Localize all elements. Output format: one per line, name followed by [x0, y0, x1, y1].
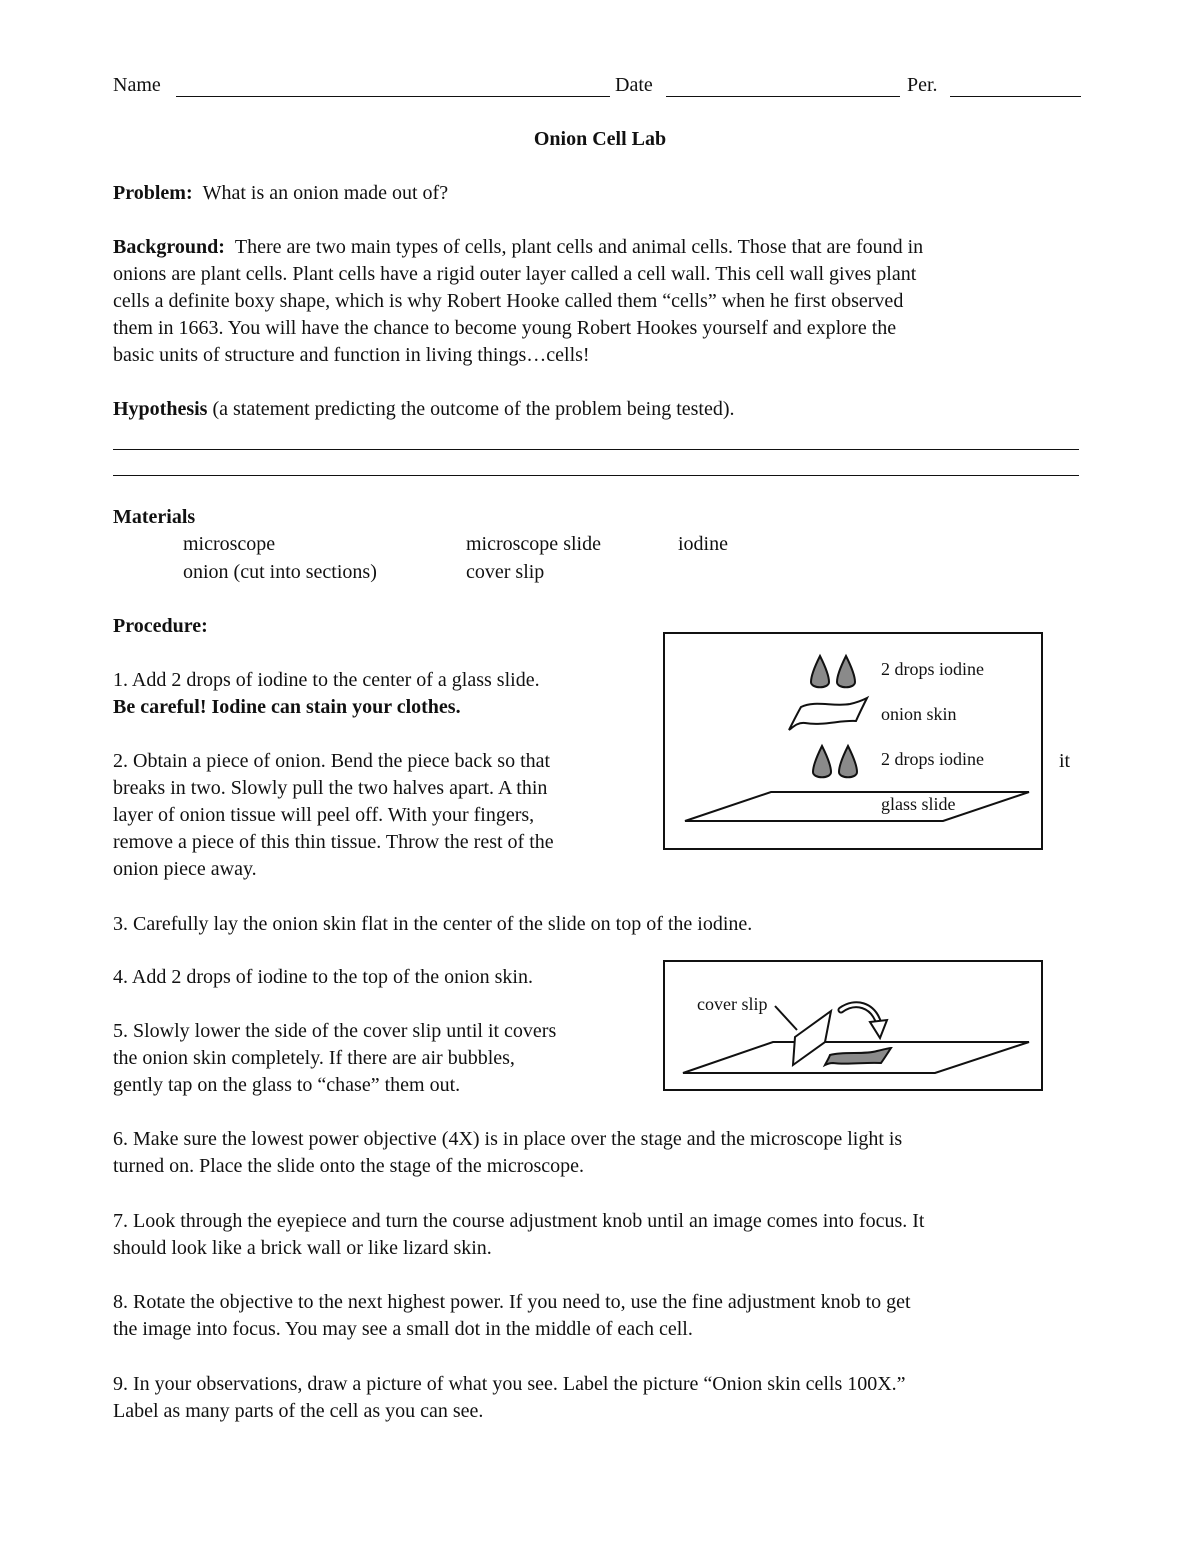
diagram-label-cover-slip: cover slip	[697, 994, 768, 1014]
step-5-line: the onion skin completely. If there are air bubbles,	[113, 1047, 515, 1069]
name-field[interactable]	[176, 96, 610, 97]
hypothesis-answer-line[interactable]	[113, 475, 1079, 476]
hypothesis-label: Hypothesis	[113, 398, 208, 420]
step-5	[113, 1018, 653, 1099]
background-line: onions are plant cells. Plant cells have a rigid outer layer called a cell wall. This cell wall gives plant	[113, 263, 917, 285]
step-5-line: gently tap on the glass to “chase” them out.	[113, 1074, 461, 1096]
step-1-warning: Be careful! Iodine can stain your clothes.	[113, 696, 461, 718]
materials-label: Materials	[113, 506, 196, 528]
problem-text: What is an onion made out of?	[202, 182, 449, 204]
material-item: onion (cut into sections)	[183, 561, 377, 583]
step-2-line: layer of onion tissue will peel off. With your fingers,	[113, 804, 535, 826]
diagram-label-glass-slide: glass slide	[881, 794, 956, 814]
onion-skin-icon	[789, 698, 867, 730]
arrow-head-icon	[870, 1020, 887, 1038]
step-8-line: 8. Rotate the objective to the next highest power. If you need to, use the fine adjustment knob to get	[113, 1291, 911, 1313]
iodine-drop-icon	[837, 656, 855, 687]
step-9-line: Label as many parts of the cell as you can see.	[113, 1400, 484, 1422]
step-3: 3. Carefully lay the onion skin flat in the center of the slide on top of the iodine.	[113, 913, 753, 935]
step-9	[113, 1371, 1093, 1425]
iodine-drop-icon	[811, 656, 829, 687]
slide-prep-diagram	[663, 632, 1043, 850]
period-field[interactable]	[950, 96, 1081, 97]
background-section	[113, 234, 1093, 369]
background-line: basic units of structure and function in living things…cells!	[113, 344, 590, 366]
step-2-line: 2. Obtain a piece of onion. Bend the piece back so that	[113, 750, 551, 772]
cover-slip-svg	[665, 962, 1041, 1089]
step-8	[113, 1289, 1093, 1343]
hypothesis-text: (a statement predicting the outcome of the problem being tested).	[212, 398, 735, 420]
diagram-label-onion-skin: onion skin	[881, 704, 957, 724]
material-item: cover slip	[466, 561, 545, 583]
step-7	[113, 1208, 1093, 1262]
step-7-line: 7. Look through the eyepiece and turn the course adjustment knob until an image comes into focus. It	[113, 1210, 925, 1232]
step-2-line: breaks in two. Slowly pull the two halves apart. A thin	[113, 777, 548, 799]
iodine-drop-icon	[813, 746, 831, 777]
step-2-overflow-word: it	[1059, 750, 1071, 772]
step-9-line: 9. In your observations, draw a picture of what you see. Label the picture “Onion skin cells 100X.”	[113, 1373, 906, 1395]
step-6-line: 6. Make sure the lowest power objective (4X) is in place over the stage and the microscope light is	[113, 1128, 903, 1150]
background-label: Background:	[113, 236, 225, 258]
name-label: Name	[113, 74, 161, 96]
cover-slip-diagram	[663, 960, 1043, 1091]
problem-label: Problem:	[113, 182, 193, 204]
step-6	[113, 1126, 1093, 1180]
step-6-line: turned on. Place the slide onto the stage of the microscope.	[113, 1155, 584, 1177]
material-item: iodine	[678, 533, 728, 555]
step-1: 1. Add 2 drops of iodine to the center of a glass slide.	[113, 669, 540, 691]
step-5-line: 5. Slowly lower the side of the cover slip until it covers	[113, 1020, 557, 1042]
step-2-line: remove a piece of this thin tissue. Throw the rest of the	[113, 831, 554, 853]
material-item: microscope slide	[466, 533, 601, 555]
glass-slide-shape	[685, 792, 1029, 821]
material-item: microscope	[183, 533, 276, 555]
background-line: them in 1663. You will have the chance to become young Robert Hookes yourself and explore the	[113, 317, 897, 339]
date-field[interactable]	[666, 96, 900, 97]
step-8-line: the image into focus. You may see a small dot in the middle of each cell.	[113, 1318, 693, 1340]
pointer-line	[775, 1006, 797, 1030]
slide-prep-svg	[665, 634, 1041, 848]
hypothesis-section	[113, 396, 735, 423]
hypothesis-answer-line[interactable]	[113, 449, 1079, 450]
step-7-line: should look like a brick wall or like lizard skin.	[113, 1237, 492, 1259]
procedure-label: Procedure:	[113, 615, 208, 637]
step-2-line: onion piece away.	[113, 858, 257, 880]
date-label: Date	[615, 74, 653, 96]
iodine-drop-icon	[839, 746, 857, 777]
period-label: Per.	[907, 74, 938, 96]
step-4: 4. Add 2 drops of iodine to the top of the onion skin.	[113, 966, 533, 988]
step-2	[113, 748, 653, 883]
background-line: There are two main types of cells, plant cells and animal cells. Those that are found in	[234, 236, 924, 258]
background-line: cells a definite boxy shape, which is why Robert Hooke called them “cells” when he first observed	[113, 290, 904, 312]
diagram-label-drops-bottom: 2 drops iodine	[881, 749, 984, 769]
diagram-label-drops-top: 2 drops iodine	[881, 659, 984, 679]
page-title: Onion Cell Lab	[533, 128, 667, 150]
problem-section	[113, 180, 448, 207]
